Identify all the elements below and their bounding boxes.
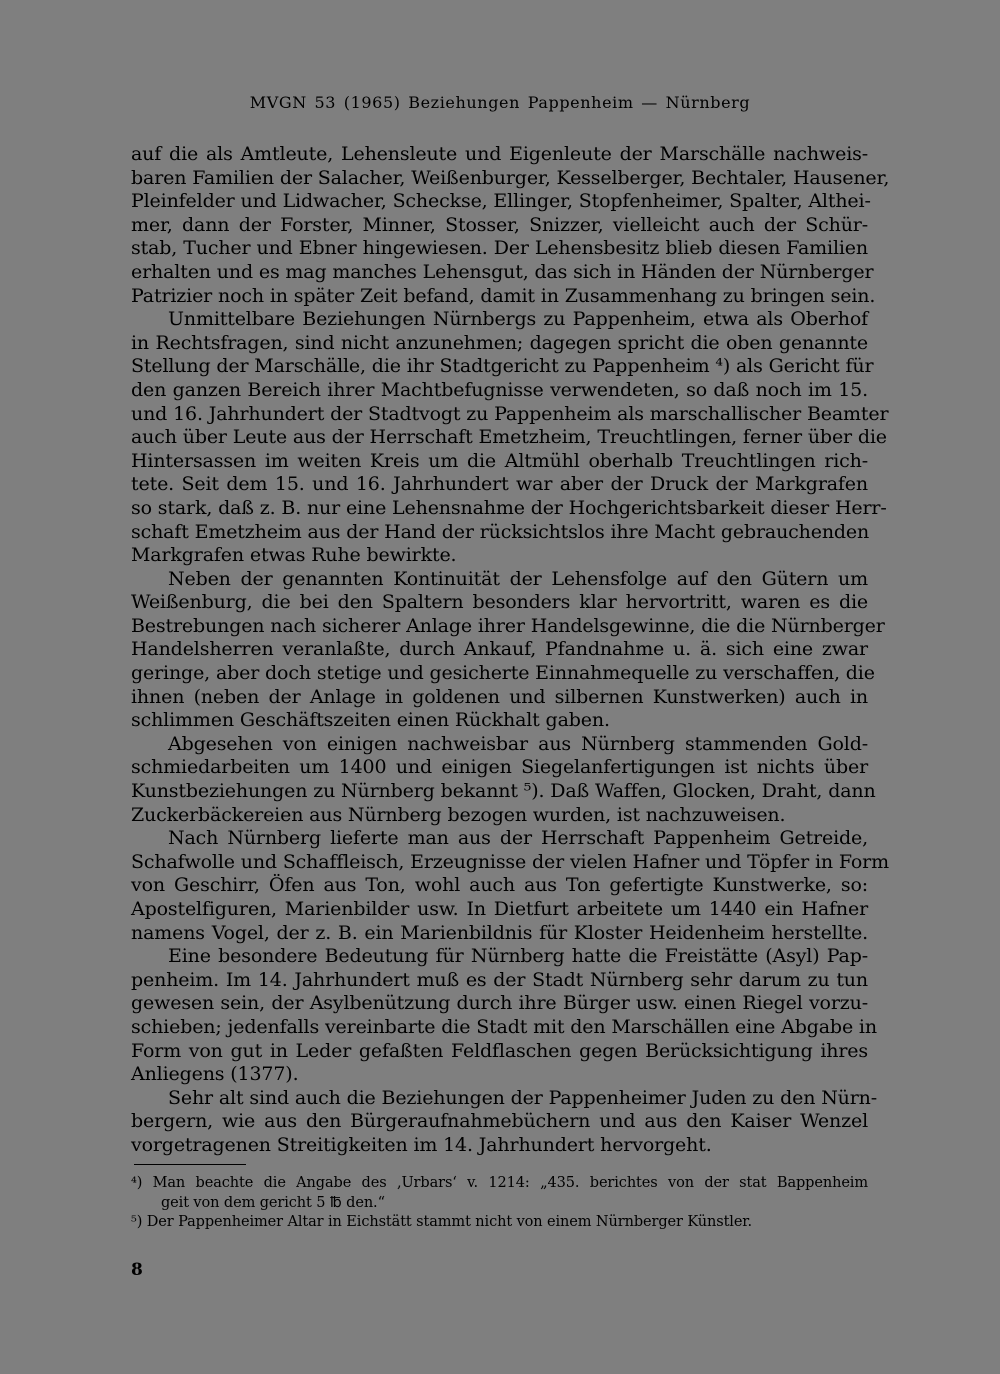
body-text	[131, 143, 890, 1158]
text-line: auch über Leute aus der Herrschaft Emetzheim, Treuchtlingen, ferner über die	[131, 426, 887, 449]
text-line: Weißenburg, die bei den Spaltern besonders klar hervortritt, waren es die	[131, 591, 868, 614]
text-line: in Rechtsfragen, sind nicht anzunehmen; dagegen spricht die oben genannte	[131, 331, 868, 354]
footnote-4: ⁴) Man beachte die Angabe des ‚Urbars‘ v. 1214: „435. berichtes von der stat Bappenheim	[131, 1175, 868, 1191]
text-line: geringe, aber doch stetige und gesicherte Einnahmequelle zu verschaffen, die	[131, 662, 875, 685]
text-line: so stark, daß z. B. nur eine Lehensnahme der Hochgerichtsbarkeit dieser Herr-	[131, 496, 887, 519]
footnote-5: ⁵) Der Pappenheimer Altar in Eichstätt stammt nicht von einem Nürnberger Künstler.	[131, 1214, 753, 1230]
text-line: Patrizier noch in später Zeit befand, damit in Zusammenhang zu bringen sein.	[131, 284, 876, 307]
text-line: gewesen sein, der Asylbenützung durch ihre Bürger usw. einen Riegel vorzu-	[131, 992, 868, 1015]
text-line: Markgrafen etwas Ruhe bewirkte.	[131, 544, 457, 567]
text-line: auf die als Amtleute, Lehensleute und Eigenleute der Marschälle nachweis-	[131, 143, 868, 165]
text-line: penheim. Im 14. Jahrhundert muß es der Stadt Nürnberg sehr darum zu tun	[131, 968, 868, 991]
text-line: Unmittelbare Beziehungen Nürnbergs zu Pappenheim, etwa als Oberhof	[168, 308, 868, 331]
text-line: Handelsherren veranlaßte, durch Ankauf, Pfandnahme u. ä. sich eine zwar	[131, 638, 868, 661]
text-line: schaft Emetzheim aus der Hand der rücksichtslos ihre Macht gebrauchenden	[131, 520, 870, 543]
text-line: den ganzen Bereich ihrer Machtbefugnisse verwendeten, so daß noch im 15.	[131, 378, 868, 401]
text-line: bergern, wie aus den Bürgeraufnahmebüchern und aus den Kaiser Wenzel	[131, 1110, 868, 1133]
page-number: 8	[131, 1260, 143, 1280]
text-line: Kunstbeziehungen zu Nürnberg bekannt ⁵). Daß Waffen, Glocken, Draht, dann	[131, 780, 876, 803]
footnote-divider	[134, 1164, 246, 1165]
text-line: Pleinfelder und Lidwacher, Scheckse, Ellinger, Stopfenheimer, Spalter, Althei-	[131, 190, 871, 213]
text-line: Bestrebungen nach sicherer Anlage ihrer Handelsgewinne, die die Nürnberger	[131, 614, 885, 637]
text-line: Zuckerbäckereien aus Nürnberg bezogen wurden, ist nachzuweisen.	[131, 803, 786, 826]
text-line: Sehr alt sind auch die Beziehungen der Pappenheimer Juden zu den Nürn-	[168, 1086, 878, 1109]
text-line: Eine besondere Bedeutung für Nürnberg hatte die Freistätte (Asyl) Pap-	[168, 945, 868, 968]
text-line: Abgesehen von einigen nachweisbar aus Nürnberg stammenden Gold-	[168, 732, 868, 755]
text-line: ihnen (neben der Anlage in goldenen und silbernen Kunstwerken) auch in	[131, 685, 868, 708]
text-line: Stellung der Marschälle, die ihr Stadtgericht zu Pappenheim ⁴) als Gericht für	[131, 355, 874, 378]
text-line: erhalten und es mag manches Lehensgut, das sich in Händen der Nürnberger	[131, 260, 874, 283]
footnote-4-continuation: geit von dem gericht 5 ℔ den.“	[161, 1194, 385, 1211]
text-line: Schafwolle und Schaffleisch, Erzeugnisse der vielen Hafner und Töpfer in Form	[131, 850, 889, 873]
text-line: schlimmen Geschäftszeiten einen Rückhalt gaben.	[131, 709, 610, 732]
text-line: mer, dann der Forster, Minner, Stosser, Snizzer, vielleicht auch der Schür-	[131, 213, 868, 236]
text-line: baren Familien der Salacher, Weißenburger, Kesselberger, Bechtaler, Hausener,	[131, 166, 890, 189]
text-line: namens Vogel, der z. B. ein Marienbildnis für Kloster Heidenheim herstellte.	[131, 921, 868, 944]
text-line: Anliegens (1377).	[131, 1063, 299, 1086]
text-line: und 16. Jahrhundert der Stadtvogt zu Pappenheim als marschallischer Beamter	[131, 402, 889, 425]
text-line: tete. Seit dem 15. und 16. Jahrhundert war aber der Druck der Markgrafen	[131, 473, 868, 496]
text-line: vorgetragenen Streitigkeiten im 14. Jahrhundert hervorgeht.	[131, 1133, 712, 1156]
running-header: MVGN 53 (1965) Beziehungen Pappenheim — Nürnberg	[249, 93, 751, 112]
text-line: von Geschirr, Öfen aus Ton, wohl auch aus Ton gefertigte Kunstwerke, so:	[131, 874, 868, 897]
footnotes	[131, 1174, 868, 1233]
text-line: Form von gut in Leder gefaßten Feldflaschen gegen Berücksichtigung ihres	[131, 1039, 868, 1062]
text-line: stab, Tucher und Ebner hingewiesen. Der Lehensbesitz blieb diesen Familien	[131, 237, 868, 260]
text-line: Apostelfiguren, Marienbilder usw. In Dietfurt arbeitete um 1440 ein Hafner	[131, 898, 868, 920]
text-line: schieben; jedenfalls vereinbarte die Stadt mit den Marschällen eine Abgabe in	[131, 1015, 877, 1038]
text-line: Nach Nürnberg lieferte man aus der Herrschaft Pappenheim Getreide,	[168, 827, 868, 850]
text-line: Neben der genannten Kontinuität der Lehensfolge auf den Gütern um	[168, 567, 868, 590]
text-line: Hintersassen im weiten Kreis um die Altmühl oberhalb Treuchtlingen rich-	[131, 449, 868, 472]
text-line: schmiedarbeiten um 1400 und einigen Siegelanfertigungen ist nichts über	[131, 756, 868, 779]
